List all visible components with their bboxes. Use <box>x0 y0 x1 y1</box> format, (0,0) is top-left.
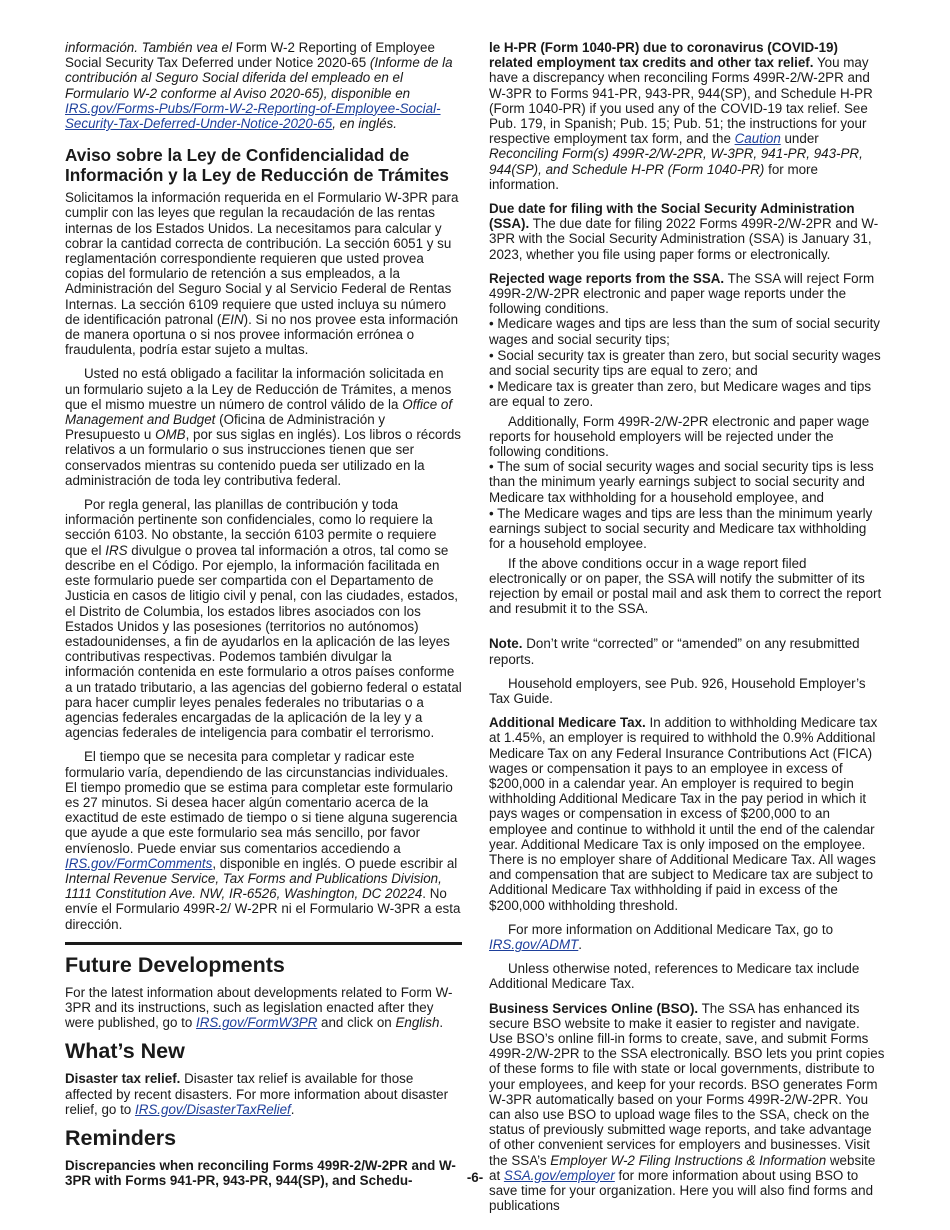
discrepancies-paragraph: le H-PR (Form 1040-PR) due to coronavirus (COVID-19) related employment tax credits and other tax relief. You may have a discrepancy when reconciling Forms 499R-2/W-2PR and W-3PR to Forms 941-PR, 943-PR, 944(SP), and Schedule H-PR (Form 1040-PR) if you used any of the COVID-19 tax relief. See Pub. 179, in Spanish; Pub. 15; Pub. 51; the instructions for your respective employment tax form, and the Caution under Reconciling Form(s) 499R-2/W-2PR, W-3PR, 941-PR, 943-PR, 944(SP), and Schedule H-PR (Form 1040-PR) for more information. <box>489 40 873 192</box>
privacy-act-heading: Aviso sobre la Ley de Confidencialidad de Información y la Ley de Reducción de Trámites <box>65 145 449 186</box>
due-date-paragraph: Due date for filing with the Social Security Administration (SSA). The due date for filing 2022 Forms 499R-2/W-2PR and W-3PR with the Social Security Administration (SSA) is January 31, 2023, whether you file using paper forms or electronically. <box>489 201 879 262</box>
household-guide-paragraph: Household employers, see Pub. 926, Household Employer’s Tax Guide. <box>489 675 866 706</box>
whats-new-heading: What’s New <box>65 1039 185 1064</box>
irs-w2-notice-link[interactable]: IRS.gov/Forms-Pubs/Form-W-2-Reporting-of-Employee-Social-Security-Tax-Deferred-Under-Notice-2020-65 <box>65 100 441 132</box>
list-item: • The Medicare wages and tips are less than the minimum yearly earnings subject to social security and Medicare tax withholding for a household employee. <box>489 505 873 552</box>
left-column <box>65 40 462 1197</box>
irs-admt-link[interactable]: IRS.gov/ADMT <box>489 936 579 952</box>
irs-form-comments-link[interactable]: IRS.gov/FormComments <box>65 855 213 871</box>
admt-paragraph: For more information on Additional Medicare Tax, go to IRS.gov/ADMT. <box>489 921 834 952</box>
list-item: • Medicare tax is greater than zero, but Medicare wages and tips are equal to zero. <box>489 379 872 410</box>
ssa-employer-link[interactable]: SSA.gov/employer <box>503 1167 615 1183</box>
discrepancies-heading-start: Discrepancies when reconciling Forms 499R-2/W-2PR and W-3PR with Forms 941-PR, 943-PR, 944(SP), and Schedu- <box>65 1157 456 1189</box>
page-number: -6- <box>466 1170 484 1185</box>
section-divider <box>65 942 462 945</box>
rejected-reports-paragraph: Rejected wage reports from the SSA. The SSA will reject Form 499R-2/W-2PR electronic and paper wage reports under the following conditions. <box>489 270 875 317</box>
privacy-paragraph-2: Usted no está obligado a facilitar la información solicitada en un formulario sujeto a la Ley de Reducción de Trámites, a menos que el mismo muestre un número de control válido de la Office of Management and Budget (Oficina de Administración y Presupuesto u OMB, por sus siglas en inglés). Los libros o récords relativos a un formulario o sus instrucciones tienen que ser conservados mientras su contenido pueda ser utilizado en la administración de toda ley contributiva federal. <box>65 366 461 488</box>
privacy-paragraph-3: Por regla general, las planillas de contribución y toda información pertinente son confidenciales, como lo requiere la sección 6103. No obstante, la sección 6103 permite o requiere que el IRS divulgue o provea tal información a otros, tal como se describe en el Código. Por ejemplo, la información facilitada en este formulario puede ser compartida con el Departamento de Justicia en casos de litigio civil y penal, con las ciudades, estados, el Distrito de Columbia, los estados libres asociados con los Estados Unidos y las posesiones (territorios no autónomos) estadounidenses, a fin de ayudarlos en la aplicación de las leyes contributivas respectivas. Podemos también divulgar la información contenida en este formulario a otros países conforme a un tratado tributario, a las agencias del gobierno federal o estatal para hacer cumplir leyes penales federales no tributarias o a agencias federales encargadas de la aplicación de la ley y a agencias federales de inteligencia para combatir el terrorismo. <box>65 497 462 741</box>
additional-medicare-paragraph: Additional Medicare Tax. In addition to withholding Medicare tax at 1.45%, an employer is required to withhold the 0.9% Additional Medicare Tax on any Federal Insurance Contributions Act (FICA) wages or compensation it pays to an employee in excess of $200,000 in a calendar year. An employer is required to begin withholding Additional Medicare Tax in the pay period in which it pays wages or compensation in excess of $200,000 to an employee and continue to withhold it until the end of the calendar year. Additional Medicare Tax is only imposed on the employee. There is no employer share of Additional Medicare Tax. All wages and compensation that are subject to Medicare tax are subject to Additional Medicare Tax withholding if paid in excess of the $200,000 withholding threshold. <box>489 715 878 913</box>
future-developments-paragraph: For the latest information about developments related to Form W-3PR and its instructions, such as legislation enacted after they were published, go to IRS.gov/FormW3PR and click on English. <box>65 984 453 1031</box>
right-column <box>489 40 885 1222</box>
household-rejection-paragraph: Additionally, Form 499R-2/W-2PR electronic and paper wage reports for household employers will be rejected under the following conditions. <box>489 413 870 460</box>
privacy-paragraph-1: Solicitamos la información requerida en el Formulario W-3PR para cumplir con las leyes que regulan la recaudación de las rentas internas de los Estados Unidos. La necesitamos para calcular y cobrar la cantidad correcta de contribución. La sección 6051 y su reglamentación correspondiente requieren que usted provea copias del formulario de retención a sus empleados, a la Administración del Seguro Social y al Servicio Federal de Rentas Internas. La sección 6109 requiere que usted incluya su número de identificación patronal (EIN). Si no nos provee esta información de manera oportuna o si nos provee información errónea o fraudulenta, podría estar sujeto a multas. <box>65 190 459 358</box>
future-developments-heading: Future Developments <box>65 952 285 977</box>
caution-link[interactable]: Caution <box>734 131 781 147</box>
intro-paragraph: información. También vea el Form W-2 Reporting of Employee Social Security Tax Deferred under Notice 2020-65 (Informe de la contribución al Seguro Social diferida del empleado en el Formulario W-2 conforme al Aviso 2020-65), disponible en IRS.gov/Forms-Pubs/Form-W-2-Reporting-of-Employee-Social-Security-Tax-Deferred-Under-Notice-2020-65, en inglés. <box>65 40 453 132</box>
rejection-conditions-list <box>489 316 885 409</box>
privacy-paragraph-4: El tiempo que se necesita para completar y radicar este formulario varía, dependiendo de las circunstancias individuales. El tiempo promedio que se estima para completar este formulario es 27 minutos. Si desea hacer algún comentario acerca de la exactitud de este estimado de tiempo o si tiene alguna sugerencia que ayude a que este formulario sea más sencillo, por favor envíenoslo. Puede enviar sus comentarios accediendo a IRS.gov/FormComments, disponible en inglés. O puede escribir al Internal Revenue Service, Tax Forms and Publications Division, 1111 Constitution Ave. NW, IR-6526, Washington, DC 20224. No envíe el Formulario 499R-2/ W-2PR ni el Formulario W-3PR a esta dirección. <box>65 749 461 932</box>
list-item: • Medicare wages and tips are less than the sum of social security wages and social security tips; <box>489 316 880 347</box>
bso-paragraph: Business Services Online (BSO). The SSA has enhanced its secure BSO website to make it easier to register and navigate. Use BSO’s online fill-in forms to create, save, and submit Forms 499R-2/W-2PR to the SSA electronically. BSO lets you print copies of these forms to file with state or local governments, distribute to your employees, and keep for your records. BSO generates Form W-3PR automatically based on your Forms 499R-2/W-2PR. You can also use BSO to upload wage files to the SSA, check on the status of previously submitted wage reports, and take advantage of other convenient services for employers and businesses. Visit the SSA’s Employer W-2 Filing Instructions & Information website at SSA.gov/employer for more information about using BSO to save time for your organization. Here you will also find forms and publications <box>489 1000 885 1214</box>
irs-disaster-relief-link[interactable]: IRS.gov/DisasterTaxRelief <box>134 1101 291 1117</box>
disaster-relief-paragraph: Disaster tax relief. Disaster tax relief is available for those affected by recent disasters. For more information about disaster relief, go to IRS.gov/DisasterTaxRelief. <box>65 1071 449 1117</box>
household-conditions-list <box>489 459 885 551</box>
list-item: • Social security tax is greater than zero, but social security wages and social security tips are equal to zero; and <box>489 347 881 379</box>
list-item: • The sum of social security wages and social security tips is less than the minimum yearly earnings subject to social security and Medicare tax withholding for a household employee, and <box>489 459 874 505</box>
medicare-references-paragraph: Unless otherwise noted, references to Medicare tax include Additional Medicare Tax. <box>489 961 860 992</box>
reminders-heading: Reminders <box>65 1125 177 1150</box>
irs-formw3pr-link[interactable]: IRS.gov/FormW3PR <box>196 1015 318 1031</box>
resubmit-paragraph: If the above conditions occur in a wage report filed electronically or on paper, the SSA will notify the submitter of its rejection by email or postal mail and ask them to correct the report and resubmit it to the SSA. <box>489 555 882 617</box>
note-paragraph: Note. Don’t write “corrected” or “amended” on any resubmitted reports. <box>489 636 860 667</box>
